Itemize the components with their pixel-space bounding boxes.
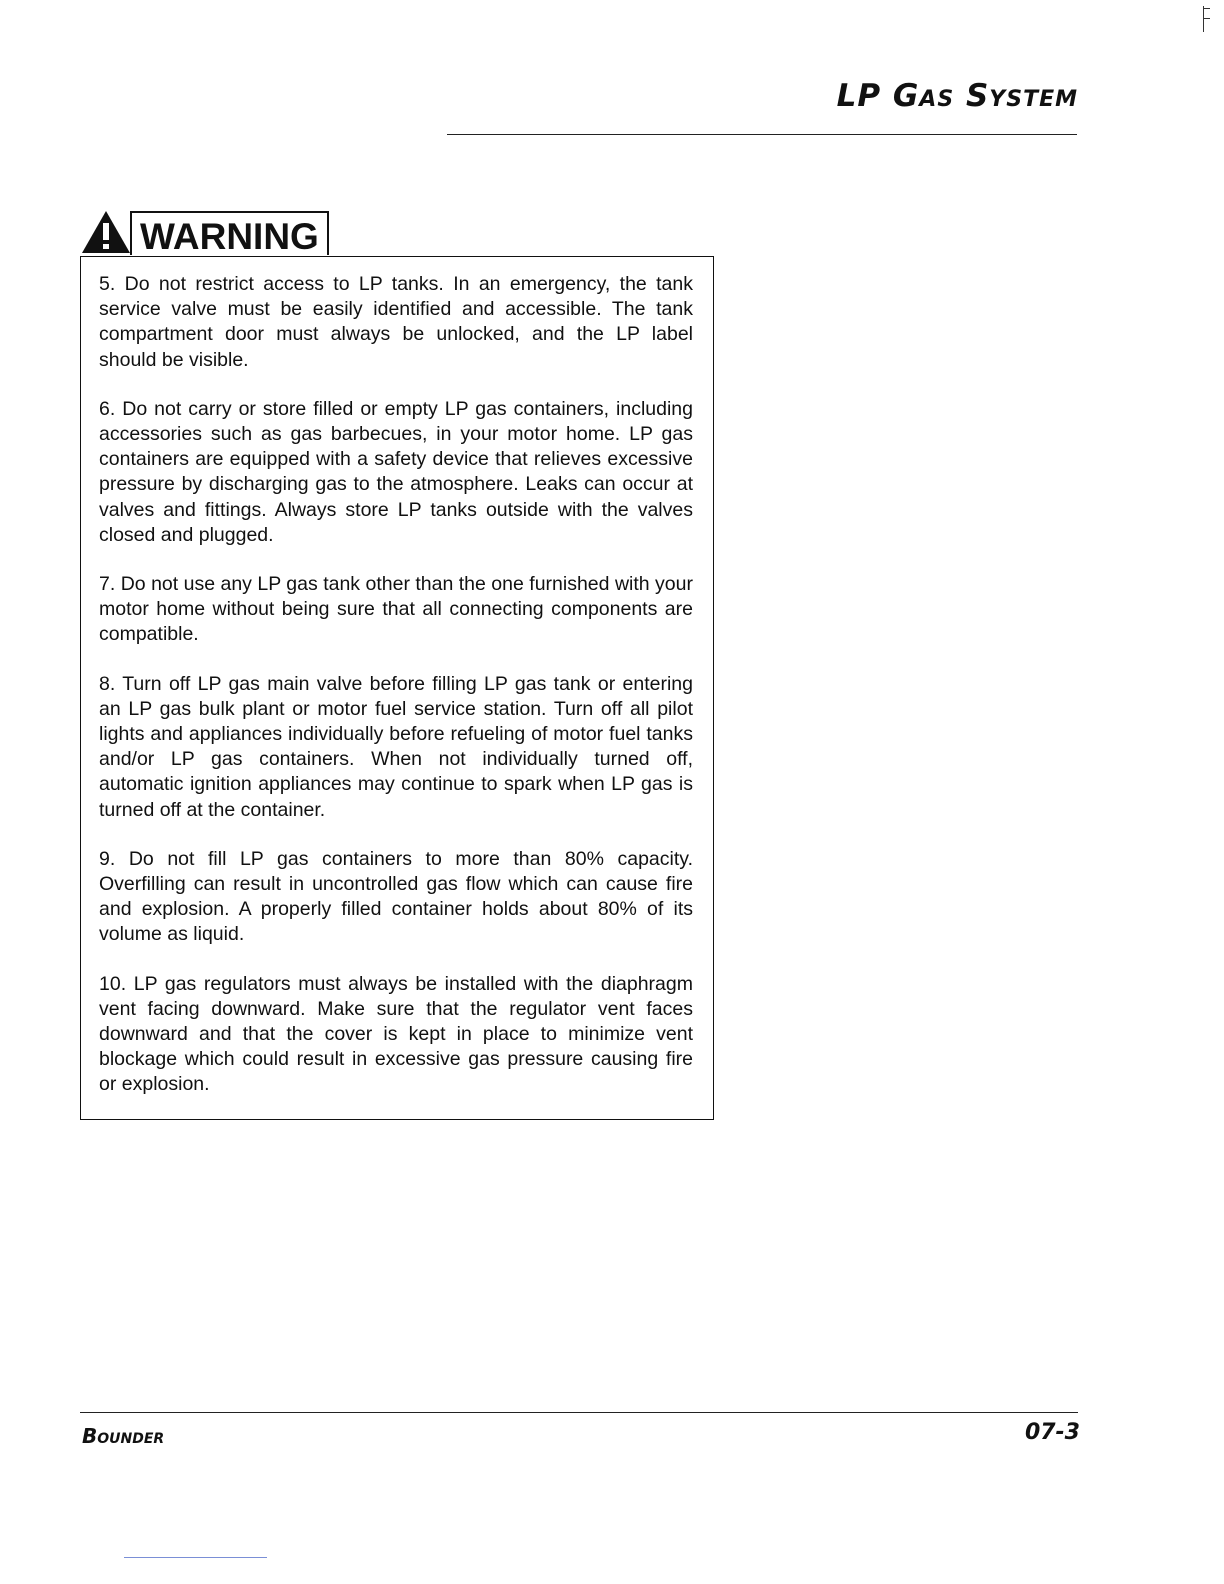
warning-item-9: 9. Do not fill LP gas containers to more than 80% capacity. Overfilling can result in uncontrolled gas flow which can cause fire and explosion. A properly filled container holds about 80% of its volume as liquid. [99,847,693,946]
warning-header [80,207,329,255]
warning-item-5: 5. Do not restrict access to LP tanks. In an emergency, the tank service valve must be easily identified and accessible. The tank compartment door must always be unlocked, and the LP label should be visible. [99,273,693,371]
footer-manual-name: Bounder [82,1424,165,1448]
header-rule [447,134,1077,135]
warning-box [80,256,714,1120]
warning-item-7: 7. Do not use any LP gas tank other than the one furnished with your motor home without being sure that all connecting components are compatible. [99,573,693,646]
warning-item-10: 10. LP gas regulators must always be installed with the diaphragm vent facing downward. Make sure that the regulator vent faces downward and that the cover is kept in place to minimize vent blockage which could result in excessive gas pressure causing fire or explosion. [99,972,693,1096]
scan-artifact-line [124,1557,267,1558]
footer-page-number: 07-3 [1024,1420,1080,1445]
warning-item-8: 8. Turn off LP gas main valve before filling LP gas tank or entering an LP gas bulk plant or motor fuel service station. Turn off all pilot lights and appliances individually before refueling of motor fuel tanks and/or LP gas containers. When not individually turned off, automatic ignition appliances may continue to spark when LP gas is turned off at the container. [99,672,693,821]
crop-mark [1203,6,1212,32]
footer-rule [80,1412,1078,1413]
warning-label: WARNING [130,211,329,255]
warning-item-6: 6. Do not carry or store filled or empty LP gas containers, including accessories such as gas barbecues, in your motor home. LP gas containers are equipped with a safety device that relieves excessive pressure by discharging gas to the atmosphere. Leaks can occur at valves and fittings. Always store LP tanks outside with the valves closed and plugged. [99,397,693,546]
section-title: LP Gas System [836,78,1078,114]
warning-triangle-icon [80,207,132,255]
